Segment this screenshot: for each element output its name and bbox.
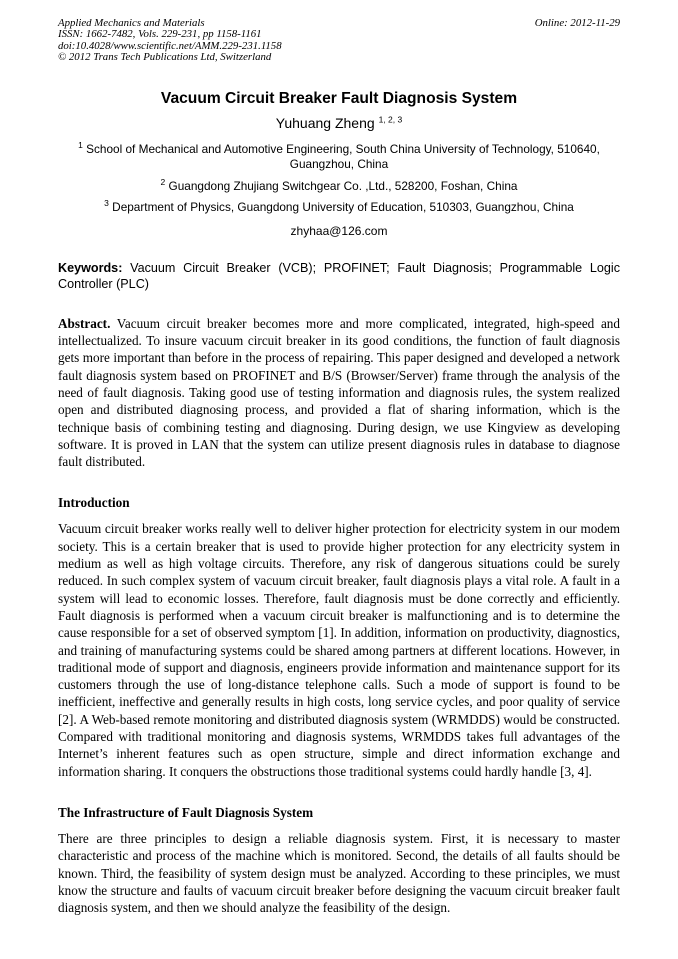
author-superscript: 1, 2, 3 xyxy=(378,113,403,124)
affiliation-1 xyxy=(58,139,620,173)
affiliation-1-superscript: 1 xyxy=(78,139,83,150)
journal-header xyxy=(58,18,620,64)
section-body-infrastructure: There are three principles to design a reliable diagnosis system. First, it is necessary to master characteristic and process of the machine which is monitored. Second, the details of all faults should be known. Third, the feasibility of system design must be analyzed. According to these principles, we must know the structure and faults of vacuum circuit breaker before designing the vacuum circuit breaker fault diagnosis system, and then we should analyze the feasibility of the design. xyxy=(58,830,620,916)
online-date: Online: 2012-11-29 xyxy=(534,17,620,29)
section-body-introduction: Vacuum circuit breaker works really well to deliver higher protection for electricity system in our modem society. This is a certain breaker that is used to provide higher protection for any electricity system in medium as well as high voltage circuits. Therefore, any risk of dangerous situations could be surely reduced. In such complex system of vacuum circuit breaker, fault diagnosis plays a vital role. A fault in a system will lead to economic losses. Therefore, fault diagnosis must be done correctly and efficiently. Fault diagnosis is performed when a vacuum circuit breaker is malfunctioning and is to determine the cause responsible for a set of observed symptom [1]. In addition, information on productivity, diagnostics, and training of manufacturing systems could be shared among partners at different locations. However, in traditional mode of support and diagnosis, engineers provide information and maintenance support for its customers through the use of long-distance telephone calls. Such a mode of support is found to be inefficient, ineffective and generally results in high costs, long service cycles, and poor quality of service [2]. A Web-based remote monitoring and distributed diagnosis system (WRMDDS) would be constructed. Compared with traditional monitoring and diagnosis systems, WRMDDS takes full advantages of the Internet’s inherent features such as open structure, simple and direct information exchange and information sharing. It conquers the obstructions those traditional systems could hardly handle [3, 4]. xyxy=(58,521,620,779)
keywords-label: Keywords: xyxy=(58,260,123,275)
affiliation-3 xyxy=(58,200,620,216)
abstract-block xyxy=(58,315,620,471)
journal-header-left xyxy=(58,18,282,64)
affiliation-2 xyxy=(58,176,620,195)
copyright-line: © 2012 Trans Tech Publications Ltd, Switzerland xyxy=(58,51,272,64)
author-email: zhyhaa@126.com xyxy=(290,223,388,238)
keywords-text: Vacuum Circuit Breaker (VCB); PROFINET; Fault Diagnosis; Programmable Logic Controller (PLC) xyxy=(58,260,620,292)
author-line xyxy=(58,115,620,131)
affiliation-3-text: Department of Physics, Guangdong University of Education, 510303, Guangzhou, China xyxy=(108,200,574,215)
doi-line: doi:10.4028/www.scientific.net/AMM.229-231.1158 xyxy=(58,39,282,52)
abstract-text: Vacuum circuit breaker becomes more and more complicated, integrated, high-speed and intellectualized. To insure vacuum circuit breaker in its good conditions, the function of fault diagnosis gets more important than before in the process of repairing. This paper designed and developed a network fault diagnosis system based on PROFINET and B/S (Browser/Server) frame through the analysis of the need of fault diagnosis. Taking good use of testing information and diagnosis rules, the system realized open and distributed diagnosing process, and provided a flat of sharing information, which is the technique basis of combining testing and diagnosing. During design, we use Kingview as developing software. It is proved in LAN that the system can utilize present diagnosis rules in database to diagnose fault distributed. xyxy=(58,315,620,470)
affiliation-2-text: Guangdong Zhujiang Switchgear Co. ,Ltd., 528200, Foshan, China xyxy=(165,178,518,193)
affiliation-3-superscript: 3 xyxy=(104,198,109,209)
section-heading-infrastructure: The Infrastructure of Fault Diagnosis System xyxy=(58,804,314,820)
section-heading-introduction: Introduction xyxy=(58,495,130,511)
keywords-block xyxy=(58,260,620,293)
journal-name: Applied Mechanics and Materials xyxy=(58,17,205,29)
affiliation-2-superscript: 2 xyxy=(160,176,166,187)
issn-line: ISSN: 1662-7482, Vols. 229-231, pp 1158-1161 xyxy=(58,28,262,41)
author-name: Yuhuang Zheng xyxy=(275,114,375,131)
affiliation-1-text: School of Mechanical and Automotive Engineering, South China University of Technology, 510640, Guangzhou, China xyxy=(82,141,600,172)
abstract-label: Abstract. xyxy=(58,315,111,331)
paper-title: Vacuum Circuit Breaker Fault Diagnosis System xyxy=(160,89,518,107)
